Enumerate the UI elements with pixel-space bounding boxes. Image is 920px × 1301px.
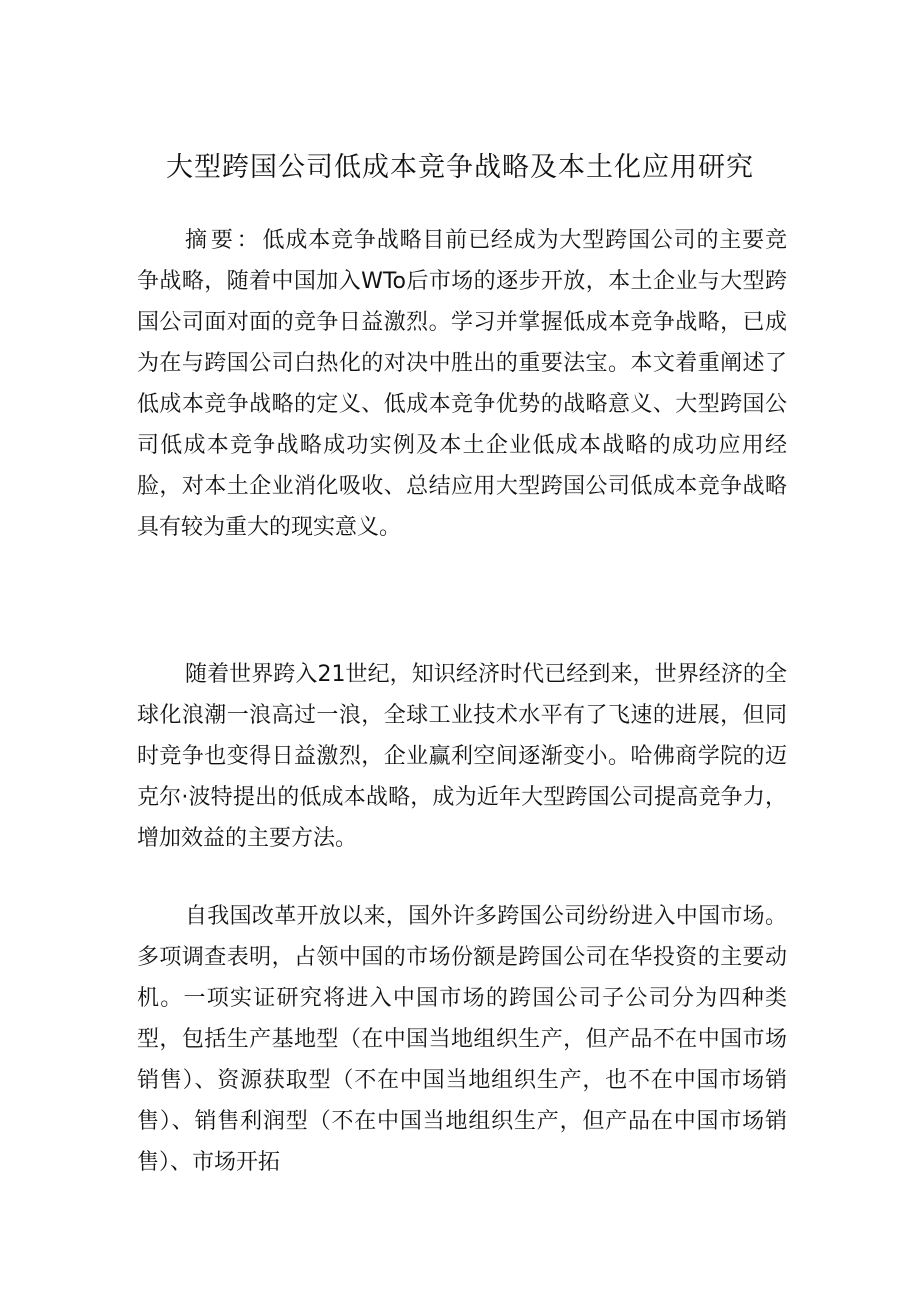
document-title: 大型跨国公司低成本竞争战略及本土化应用研究 bbox=[166, 152, 754, 183]
body-paragraph-1: 随着世界跨入21世纪，知识经济时代已经到来，世界经济的全球化浪潮一浪高过一浪，全球工业技术水平有了飞速的进展，但同时竞争也变得日益激烈，企业赢利空间逐渐变小。哈佛商学院的迈克尔·波特提出的低成本战略，成为近年大型跨国公司提高竞争力，增加效益的主要方法。 bbox=[137, 662, 787, 851]
abstract-paragraph bbox=[137, 220, 787, 548]
abstract-text: 低成本竞争战略目前已经成为大型跨国公司的主要竞争战略，随着中国加入WTo后市场的逐步开放，本土企业与大型跨国公司面对面的竞争日益激烈。学习并掌握低成本竞争战略，已成为在与跨国公司白热化的对决中胜出的重要法宝。本文着重阐述了低成本竞争战略的定义、低成本竞争优势的战略意义、大型跨国公司低成本竞争战略成功实例及本土企业低成本战略的成功应用经脸，对本土企业消化吸收、总结应用大型跨国公司低成本竞争战略具有较为重大的现实意义。 bbox=[137, 228, 787, 540]
body-paragraph-2: 自我国改革开放以来，国外许多跨国公司纷纷进入中国市场。多项调查表明，占领中国的市场份额是跨国公司在华投资的主要动机。一项实证研究将进入中国市场的跨国公司子公司分为四种类型，包括生产基地型（在中国当地组织生产，但产品不在中国市场销售）、资源获取型（不在中国当地组织生产，也不在中国市场销售）、销售利润型（不在中国当地组织生产，但产品在中国市场销售）、市场开拓 bbox=[137, 904, 787, 1175]
abstract-label: 摘要： bbox=[185, 228, 263, 253]
